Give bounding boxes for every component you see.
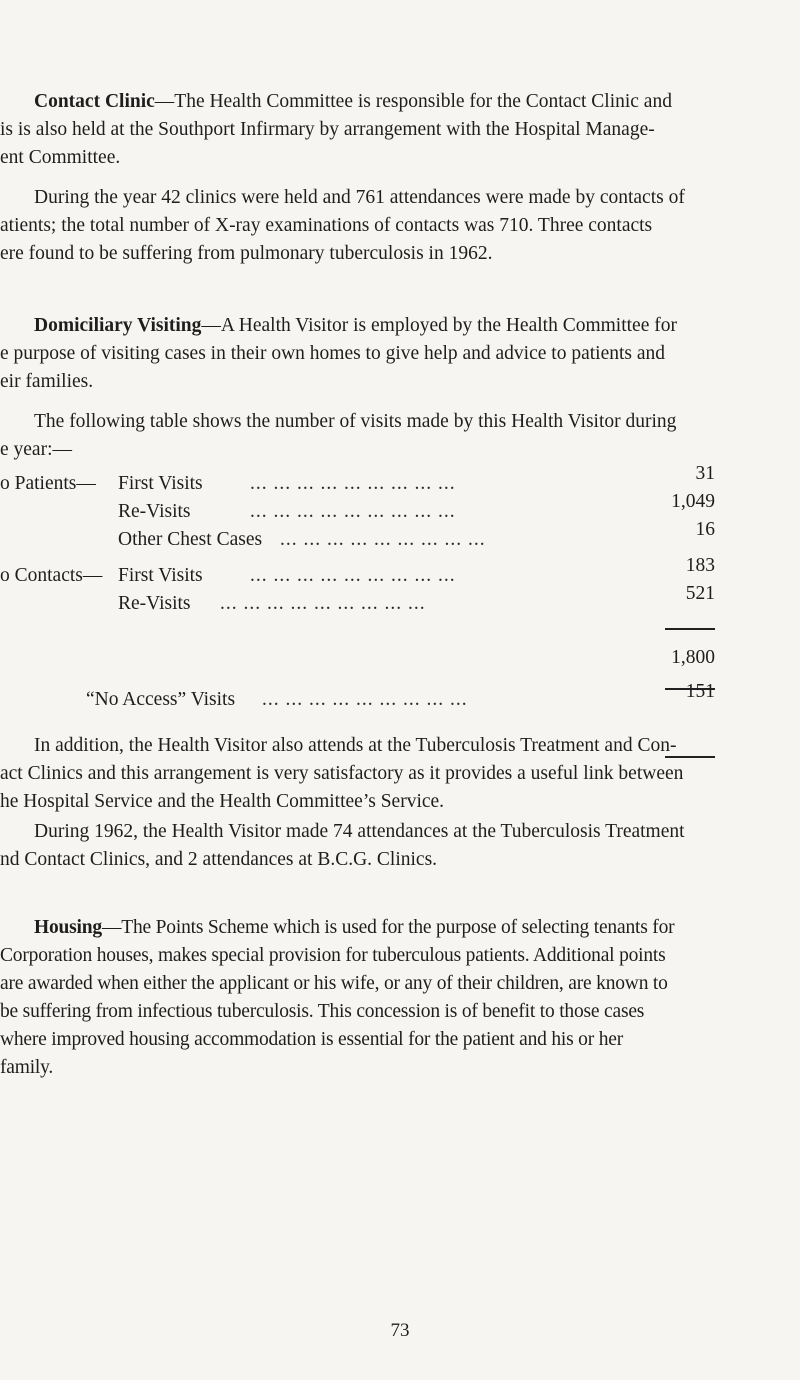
contact-stats-line-2: atients; the total number of X-ray examinations of contacts was 710. Three contacts — [0, 215, 653, 236]
row-label: First Visits — [118, 473, 203, 494]
attendance-paragraph — [0, 818, 775, 874]
housing-line-3: are awarded when either the applicant or his wife, or any of their children, are known to — [0, 973, 668, 994]
contact-stats-line-3: ere found to be suffering from pulmonary tuberculosis in 1962. — [0, 243, 493, 264]
total-value: 1,800 — [671, 647, 715, 668]
domiciliary-line-1: —A Health Visitor is employed by the Health Committee for — [201, 315, 677, 336]
table-row — [0, 519, 775, 554]
contact-clinic-paragraph — [0, 88, 775, 172]
row-label: Re-Visits — [118, 593, 191, 614]
no-access-label: “No Access” Visits — [86, 689, 236, 710]
attendance-line-2: nd Contact Clinics, and 2 attendances at B.C.G. Clinics. — [0, 849, 438, 870]
subtotal-rule — [665, 628, 715, 630]
no-access-value: 151 — [685, 681, 715, 702]
domiciliary-line-2: e purpose of visiting cases in their own homes to give help and advice to patients and — [0, 343, 666, 364]
addition-paragraph — [0, 732, 775, 816]
total-row — [0, 644, 775, 672]
row-value: 31 — [695, 463, 715, 484]
addition-line-3: he Hospital Service and the Health Committee’s Service. — [0, 791, 445, 812]
housing-line-1: —The Points Scheme which is used for the purpose of selecting tenants for — [101, 917, 675, 938]
leader-dots: ... ... ... ... ... ... ... ... ... — [262, 689, 468, 710]
contact-clinic-line-2: is is also held at the Southport Infirmary by arrangement with the Hospital Manage- — [0, 119, 655, 140]
table-intro-line-2: e year:— — [0, 439, 73, 460]
housing-line-5: where improved housing accommodation is essential for the patient and his or her — [0, 1029, 623, 1050]
domiciliary-heading: Domiciliary Visiting — [34, 315, 202, 336]
leader-dots: ... ... ... ... ... ... ... ... ... — [250, 473, 456, 494]
contact-clinic-line-3: ent Committee. — [0, 147, 121, 168]
attendance-line-1: During 1962, the Health Visitor made 74 attendances at the Tuberculosis Treatment — [34, 821, 685, 842]
contact-clinic-line-1: —The Health Committee is responsible for the Contact Clinic and — [154, 91, 672, 112]
table-row — [0, 681, 775, 714]
housing-paragraph — [0, 914, 775, 1082]
leader-dots: ... ... ... ... ... ... ... ... ... — [220, 593, 426, 614]
table-intro-line-1: The following table shows the number of visits made by this Health Visitor during — [34, 411, 677, 432]
row-label: First Visits — [118, 565, 203, 586]
row-value: 1,049 — [671, 491, 715, 512]
domiciliary-line-3: eir families. — [0, 371, 94, 392]
housing-line-2: Corporation houses, makes special provision for tuberculous patients. Additional points — [0, 945, 666, 966]
table-row — [0, 583, 775, 618]
group-label-patients: o Patients— — [0, 473, 96, 494]
contact-clinic-stats-paragraph — [0, 184, 775, 268]
row-value: 16 — [695, 519, 715, 540]
housing-line-4: be suffering from infectious tuberculosis. This concession is of benefit to those cases — [0, 1001, 645, 1022]
addition-line-2: act Clinics and this arrangement is very satisfactory as it provides a useful link between — [0, 763, 684, 784]
table-intro-paragraph — [0, 408, 775, 464]
group-label-contacts: o Contacts— — [0, 565, 103, 586]
addition-line-1: In addition, the Health Visitor also attends at the Tuberculosis Treatment and Con- — [34, 735, 677, 756]
leader-dots: ... ... ... ... ... ... ... ... ... — [250, 501, 456, 522]
domiciliary-paragraph — [0, 312, 775, 396]
row-value: 183 — [685, 555, 715, 576]
leader-dots: ... ... ... ... ... ... ... ... ... — [280, 529, 486, 550]
housing-heading: Housing — [34, 917, 102, 938]
page-number: 73 — [390, 1320, 410, 1341]
row-label: Re-Visits — [118, 501, 191, 522]
leader-dots: ... ... ... ... ... ... ... ... ... — [250, 565, 456, 586]
contact-stats-line-1: During the year 42 clinics were held and 761 attendances were made by contacts of — [34, 187, 685, 208]
row-value: 521 — [685, 583, 715, 604]
housing-line-6: family. — [0, 1057, 54, 1078]
row-label: Other Chest Cases — [118, 529, 263, 550]
contact-clinic-heading: Contact Clinic — [34, 91, 155, 112]
visits-table — [0, 463, 775, 714]
